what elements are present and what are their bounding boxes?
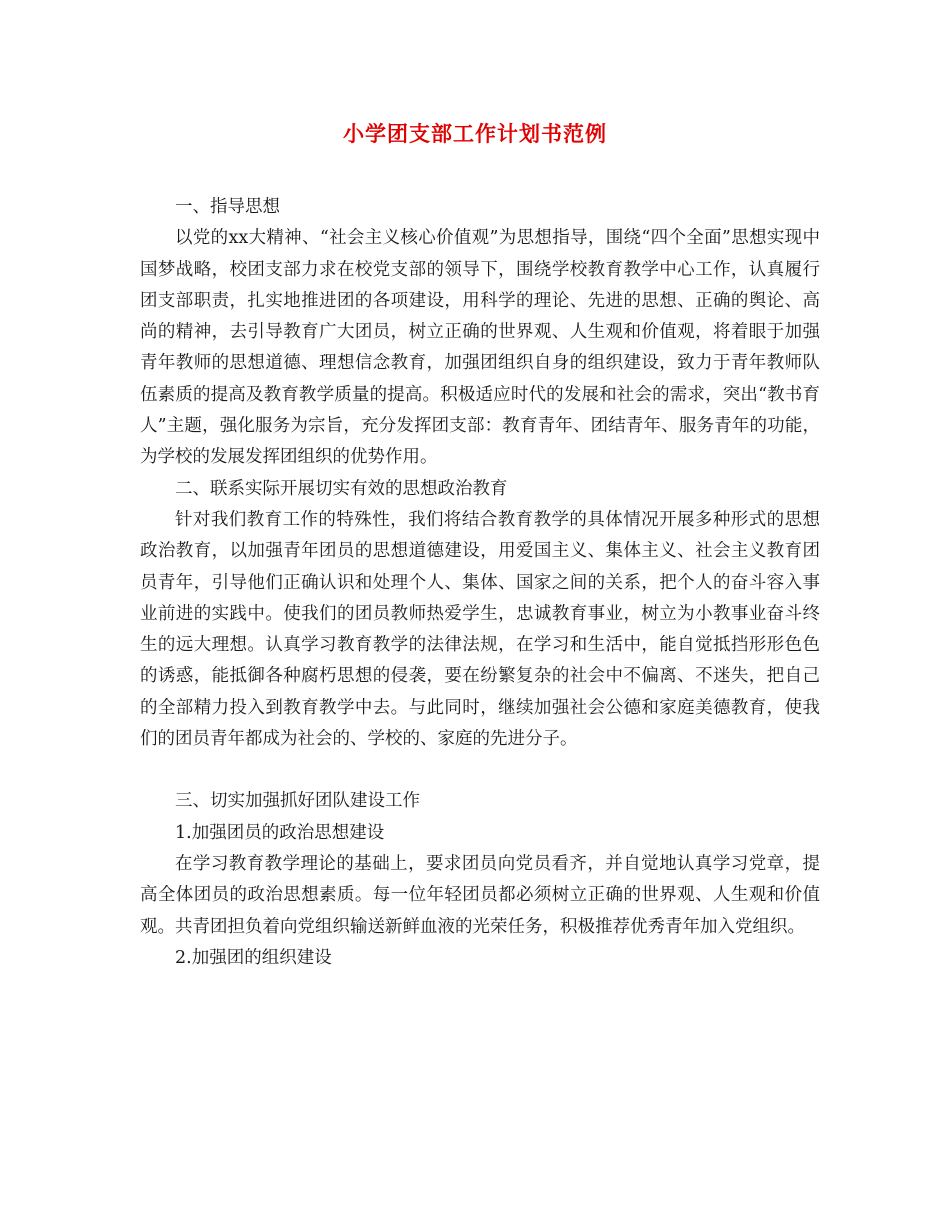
- section-heading: 一、指导思想: [175, 197, 280, 217]
- section-heading: 二、联系实际开展切实有效的思想政治教育: [175, 478, 508, 499]
- paragraph: 在学习教育教学理论的基础上，要求团员向党员看齐，并自觉地认真学习党章，提高全体团员的政治思想素质。每一位年轻团员都必须树立正确的世界观、人生观和价值观。共青团担负着向党组织输送新鲜血液的光荣任务，积极推荐优秀青年加入党组织。: [140, 853, 820, 937]
- paragraph: 针对我们教育工作的特殊性，我们将结合教育教学的具体情况开展多种形式的思想政治教育，以加强青年团员的思想道德建设，用爱国主义、集体主义、社会主义教育团员青年，引导他们正确认识和处理个人、集体、国家之间的关系，把个人的奋斗容入事业前进的实践中。使我们的团员教师热爱学生，忠诚教育事业，树立为小教事业奋斗终生的远大理想。认真学习教育教学的法律法规，在学习和生活中，能自觉抵挡形形色色的诱惑，能抵御各种腐朽思想的侵袭，要在纷繁复杂的社会中不偏离、不迷失，把自己的全部精力投入到教育教学中去。与此同时，继续加强社会公德和家庭美德教育，使我们的团员青年都成为社会的、学校的、家庭的先进分子。: [140, 509, 820, 750]
- subsection-heading: 2.加强团的组织建设: [175, 947, 332, 968]
- paragraph: 以党的xx大精神、“社会主义核心价值观”为思想指导，围绕“四个全面”思想实现中国梦战略，校团支部力求在校党支部的领导下，围绕学校教育教学中心工作，认真履行团支部职责，扎实地推进团的各项建设，用科学的理论、先进的思想、正确的舆论、高尚的精神，去引导教育广大团员，树立正确的世界观、人生观和价值观，将着眼于加强青年教师的思想道德、理想信念教育，加强团组织自身的组织建设，致力于青年教师队伍素质的提高及教育教学质量的提高。积极适应时代的发展和社会的需求，突出“教书育人”主题，强化服务为宗旨，充分发挥团支部：教育青年、团结青年、服务青年的功能，为学校的发展发挥团组织的优势作用。: [140, 228, 820, 468]
- document-body: [140, 192, 820, 974]
- subsection-heading: 1.加强团员的政治思想建设: [175, 822, 385, 843]
- section-heading: 三、切实加强抓好团队建设工作: [175, 791, 420, 812]
- document-title: 小学团支部工作计划书范例: [343, 121, 607, 146]
